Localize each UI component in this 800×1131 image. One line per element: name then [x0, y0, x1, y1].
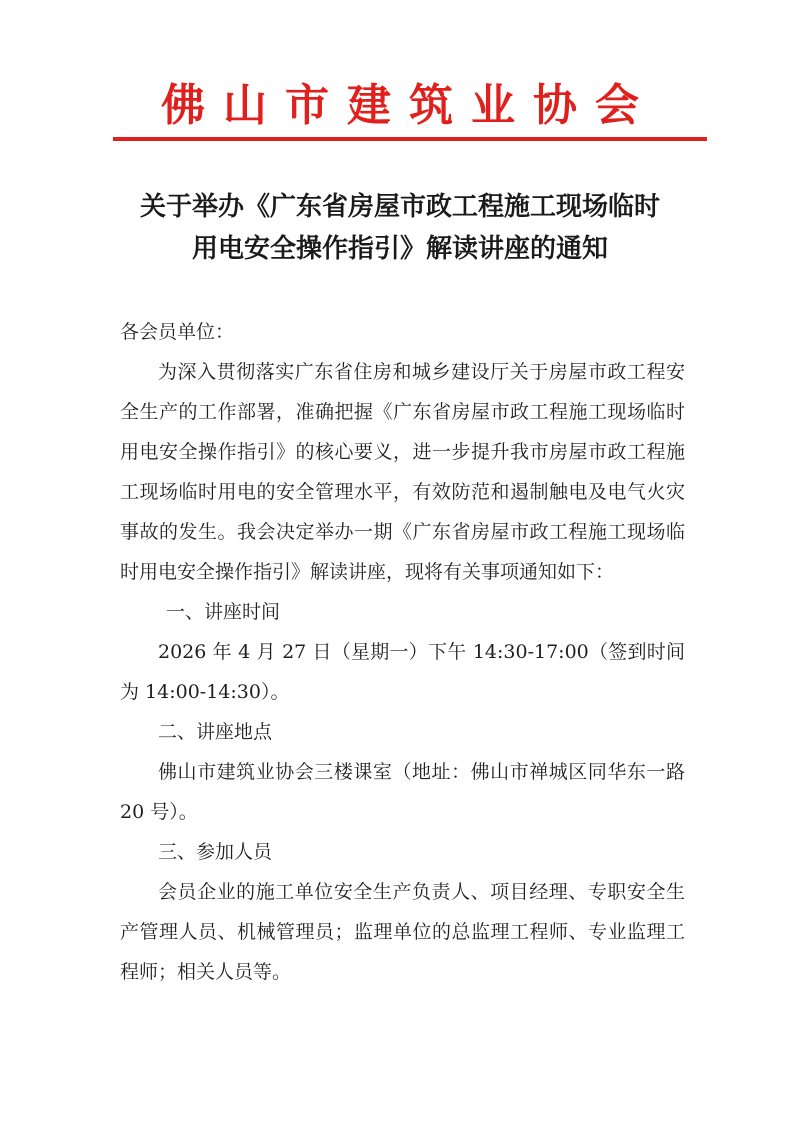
notice-title-line-1: 关于举办《广东省房屋市政工程施工现场临时: [139, 192, 660, 222]
notice-body: [120, 312, 685, 992]
section-text-participants: 会员企业的施工单位安全生产负责人、项目经理、专职安全生产管理人员、机械管理员；监理单位的总监理工程师、专业监理工程师；相关人员等。: [120, 881, 685, 983]
letterhead-divider: [113, 137, 707, 141]
letterhead-title: 佛山市建筑业协会: [161, 80, 657, 131]
notice-title: [60, 186, 740, 270]
section-heading-participants: 三、参加人员: [158, 841, 273, 863]
section-heading-location: 二、讲座地点: [158, 721, 273, 743]
salutation: 各会员单位：: [120, 321, 235, 343]
section-text-location: 佛山市建筑业协会三楼课室（地址：佛山市禅城区同华东一路 20 号）。: [120, 761, 685, 823]
section-text-time: 2026 年 4 月 27 日（星期一）下午 14:30-17:00（签到时间为 14:00-14:30）。: [120, 641, 685, 703]
notice-title-line-2: 用电安全操作指引》解读讲座的通知: [191, 234, 608, 264]
section-heading-time: 一、讲座时间: [166, 601, 281, 623]
intro-paragraph: 为深入贯彻落实广东省住房和城乡建设厅关于房屋市政工程安全生产的工作部署，准确把握《广东省房屋市政工程施工现场临时用电安全操作指引》的核心要义，进一步提升我市房屋市政工程施工现场临时用电的安全管理水平，有效防范和遏制触电及电气火灾事故的发生。我会决定举办一期《广东省房屋市政工程施工现场临时用电安全操作指引》解读讲座，现将有关事项通知如下：: [120, 361, 685, 583]
